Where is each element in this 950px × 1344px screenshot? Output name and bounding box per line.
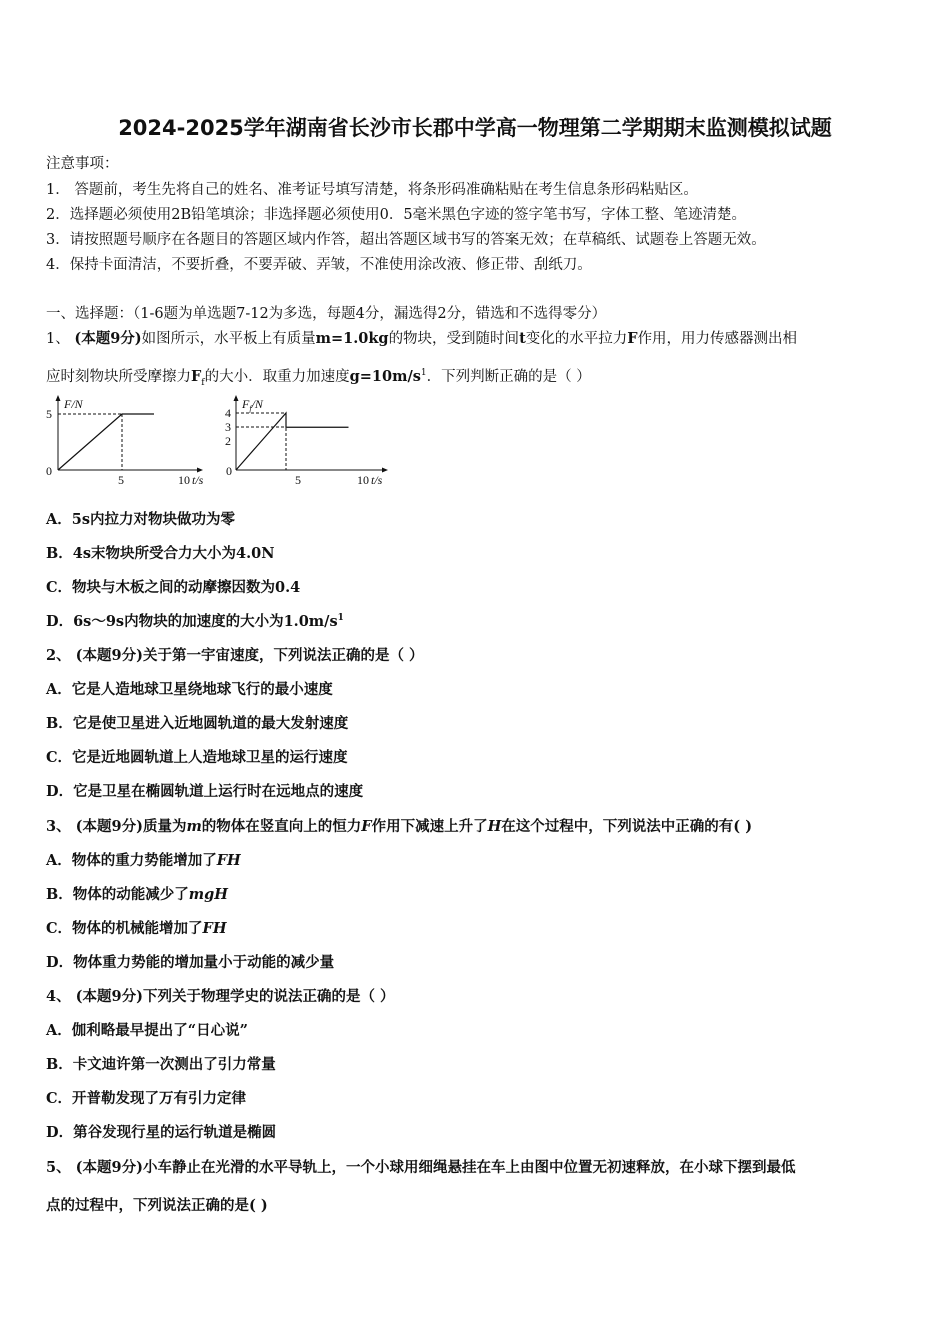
force-series-line: [58, 414, 154, 470]
q5-stem-line2: 点的过程中，下列说法正确的是( ): [46, 1197, 268, 1214]
q3-option-d: D．物体重力势能的增加量小于动能的减少量: [46, 954, 335, 971]
q2-option-b: B．它是使卫星进入近地圆轨道的最大发射速度: [46, 715, 349, 732]
graph1-xtick-10: 10: [178, 473, 190, 487]
q4-option-d: D．第谷发现行星的运行轨道是椭圆: [46, 1124, 277, 1141]
q3-option-b: B．物体的动能减少了mgH: [46, 886, 228, 903]
y-axis-arrow: [234, 395, 239, 401]
graph1-xlabel: t/s: [192, 473, 204, 487]
x-axis-arrow: [197, 468, 203, 473]
graph2-xlabel: t/s: [371, 473, 383, 487]
notice-item-4: 4．保持卡面清洁，不要折叠，不要弄破、弄皱，不准使用涂改液、修正带、刮纸刀。: [46, 257, 592, 273]
q3-option-a: A．物体的重力势能增加了FH: [46, 852, 241, 869]
notice-item-1: 1． 答题前，考生先将自己的姓名、准考证号填写清楚，将条形码准确粘贴在考生信息条形码粘贴区。: [46, 182, 698, 198]
graph2-ytick-3: 3: [225, 420, 231, 434]
graph2-xtick-5: 5: [295, 473, 301, 487]
graph2-ytick-4: 4: [225, 406, 231, 420]
q3-stem: 3、 (本题9分)质量为m的物体在竖直向上的恒力F作用下减速上升了H在这个过程中，下列说法中正确的有( ): [46, 818, 753, 835]
q1-option-b: B．4s末物块所受合力大小为4.0N: [46, 545, 275, 562]
friction-series-line: [236, 413, 349, 470]
q1-stem-line2: 应时刻物块所受摩擦力$F_f$的大小．取重力加速度$g=10m/s^1$．下列判断正确的是（ ）: [46, 368, 591, 388]
q1-option-a: A．5s内拉力对物块做功为零: [46, 511, 236, 528]
friction-time-graph: [220, 392, 390, 487]
q2-option-a: A．它是人造地球卫星绕地球飞行的最小速度: [46, 681, 333, 698]
force-time-graph: [40, 392, 205, 487]
page-title: 2024-2025学年湖南省长沙市长郡中学高一物理第二学期期末监测模拟试题: [118, 116, 832, 140]
q4-option-a: A．伽利略最早提出了“日心说”: [46, 1022, 248, 1039]
q5-stem-line1: 5、 (本题9分)小车静止在光滑的水平导轨上，一个小球用细绳悬挂在车上由图中位置无初速释放，在小球下摆到最低: [46, 1159, 796, 1176]
notice-item-2: 2．选择题必须使用2B铅笔填涂；非选择题必须使用0．5毫米黑色字迹的签字笔书写，字体工整、笔迹清楚。: [46, 207, 747, 223]
graph1-origin: 0: [46, 464, 52, 478]
q4-option-b: B．卡文迪许第一次测出了引力常量: [46, 1056, 276, 1073]
graph2-ylabel: $F_f/N$: [242, 397, 263, 413]
graph2-xtick-10: 10: [357, 473, 369, 487]
graph2-origin: 0: [226, 464, 232, 478]
q1-option-d: D．6s～9s内物块的加速度的大小为$1.0m/s^1$: [46, 613, 344, 630]
q3-option-c: C．物体的机械能增加了FH: [46, 920, 227, 937]
q4-stem: 4、 (本题9分)下列关于物理学史的说法正确的是（ ）: [46, 988, 395, 1005]
notice-item-3: 3．请按照题号顺序在各题目的答题区域内作答，超出答题区域书写的答案无效；在草稿纸、试题卷上答题无效。: [46, 232, 766, 248]
graph1-ylabel: F/N: [64, 397, 83, 411]
graph2-ytick-2: 2: [225, 434, 231, 448]
q2-stem: 2、 (本题9分)关于第一宇宙速度，下列说法正确的是（ ）: [46, 647, 424, 664]
section-heading: 一、选择题：（1-6题为单选题7-12为多选，每题4分，漏选得2分，错选和不选得零分）: [46, 306, 607, 322]
y-axis-arrow: [56, 395, 61, 401]
q4-option-c: C．开普勒发现了万有引力定律: [46, 1090, 247, 1107]
graph1-xtick-5: 5: [118, 473, 124, 487]
q1-stem-line1: 1、 (本题9分)如图所示，水平板上有质量m=1.0kg的物块，受到随时间t变化的水平拉力F作用，用力传感器测出相: [46, 330, 798, 347]
q1-option-c: C．物块与木板之间的动摩擦因数为0.4: [46, 579, 301, 596]
q2-option-d: D．它是卫星在椭圆轨道上运行时在远地点的速度: [46, 783, 364, 800]
q2-option-c: C．它是近地圆轨道上人造地球卫星的运行速度: [46, 749, 348, 766]
x-axis-arrow: [382, 468, 388, 473]
notice-heading: 注意事项：: [46, 156, 119, 172]
graph1-ytick-5: 5: [46, 407, 52, 421]
